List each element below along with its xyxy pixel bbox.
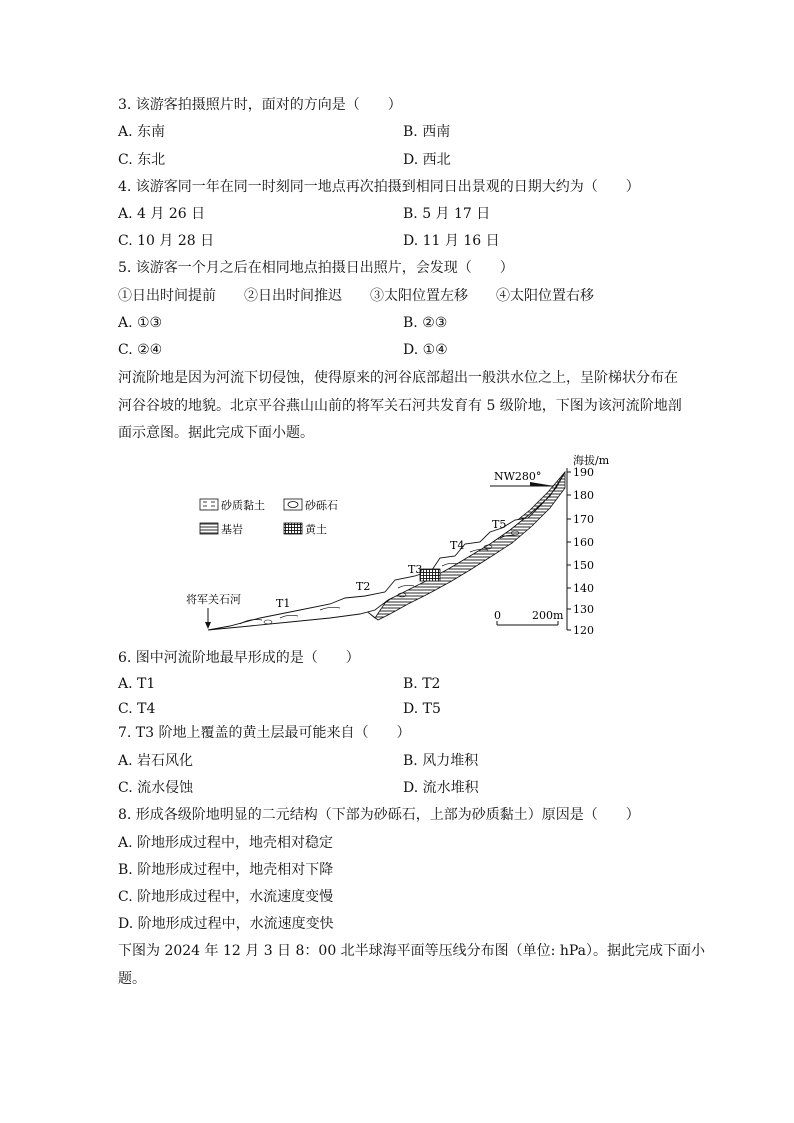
terrace-t1: T1 (276, 597, 291, 610)
tick-170: 170 (573, 513, 594, 526)
q6-option-a: A. T1 (118, 676, 156, 692)
q4-option-d: D. 11 月 16 日 (403, 233, 500, 249)
loess-layer (420, 569, 440, 581)
q5-statements: ①日出时间提前 ②日出时间推迟 ③太阳位置左移 ④太阳位置右移 (118, 288, 594, 304)
legend-loess: 黄土 (305, 523, 327, 536)
q4-option-a: A. 4 月 26 日 (118, 206, 206, 222)
q7-stem: 7. T3 阶地上覆盖的黄土层最可能来自（ ） (118, 725, 411, 741)
q8-option-d: D. 阶地形成过程中，水流速度变快 (118, 916, 334, 932)
q6-option-d: D. T5 (403, 701, 441, 717)
q4-option-b: B. 5 月 17 日 (403, 206, 491, 222)
q3-option-a: A. 东南 (118, 124, 166, 140)
q3-option-c: C. 东北 (118, 152, 166, 168)
legend-bedrock: 基岩 (221, 523, 243, 536)
q3-stem: 3. 该游客拍摄照片时，面对的方向是（ ） (118, 97, 402, 113)
elevation-axis (567, 453, 610, 637)
q4-option-c: C. 10 月 28 日 (118, 233, 215, 249)
q5-stem: 5. 该游客一个月之后在相同地点拍摄日出照片，会发现（ ） (118, 260, 514, 276)
tick-190: 190 (573, 466, 594, 479)
q7-option-c: C. 流水侵蚀 (118, 780, 194, 796)
tick-160: 160 (573, 536, 594, 549)
tick-150: 150 (573, 559, 594, 572)
passage1-line3: 面示意图。据此完成下面小题。 (118, 425, 314, 441)
scale-end: 200m (532, 609, 564, 622)
q5-option-c: C. ②④ (118, 342, 163, 358)
terrace-profile-figure (170, 448, 630, 640)
legend (200, 498, 338, 536)
legend-gravel: 砂砾石 (305, 499, 338, 512)
direction-label: NW280° (494, 470, 542, 483)
q8-stem: 8. 形成各级阶地明显的二元结构（下部为砂砾石，上部为砂质黏土）原因是（ ） (118, 807, 640, 823)
q7-option-d: D. 流水堆积 (403, 780, 479, 796)
q5-option-d: D. ①④ (403, 342, 448, 358)
legend-sandy-clay: 砂质黏土 (221, 499, 265, 512)
scale-bar (494, 609, 564, 625)
q8-option-a: A. 阶地形成过程中，地壳相对稳定 (118, 835, 334, 851)
q8-option-c: C. 阶地形成过程中，水流速度变慢 (118, 889, 334, 905)
terrace-t4: T4 (450, 539, 465, 552)
q6-stem: 6. 图中河流阶地最早形成的是（ ） (118, 650, 360, 666)
terrace-t3: T3 (408, 563, 423, 576)
q4-stem: 4. 该游客同一年在同一时刻同一地点再次拍摄到相同日出景观的日期大约为（ ） (118, 179, 640, 195)
scale-start: 0 (494, 609, 501, 622)
tick-180: 180 (573, 489, 594, 502)
passage1-line2: 河谷谷坡的地貌。北京平谷燕山山前的将军关石河共发育有 5 级阶地，下图为该河流阶地剖 (118, 398, 682, 414)
tick-130: 130 (573, 603, 594, 616)
q3-option-b: B. 西南 (403, 124, 451, 140)
river-label: 将军关石河 (186, 593, 241, 606)
tick-140: 140 (573, 582, 594, 595)
direction-arrow (490, 470, 554, 486)
q5-option-a: A. ①③ (118, 315, 163, 331)
terrace-t5: T5 (492, 518, 507, 531)
q8-option-b: B. 阶地形成过程中，地壳相对下降 (118, 862, 334, 878)
axis-title: 海拔/m (573, 454, 610, 467)
terrace-t2: T2 (356, 580, 371, 593)
passage1-line1: 河流阶地是因为河流下切侵蚀，使得原来的河谷底部超出一般洪水位之上，呈阶梯状分布在 (118, 370, 678, 386)
q7-option-b: B. 风力堆积 (403, 753, 479, 769)
passage2-line2: 题。 (118, 971, 146, 987)
passage2-line1: 下图为 2024 年 12 月 3 日 8：00 北半球海平面等压线分布图（单位: hPa）。据此完成下面小 (118, 943, 705, 959)
q3-option-d: D. 西北 (403, 152, 451, 168)
q5-option-b: B. ②③ (403, 315, 448, 331)
q7-option-a: A. 岩石风化 (118, 753, 194, 769)
tick-120: 120 (573, 624, 594, 637)
q6-option-b: B. T2 (403, 676, 441, 692)
q6-option-c: C. T4 (118, 701, 156, 717)
